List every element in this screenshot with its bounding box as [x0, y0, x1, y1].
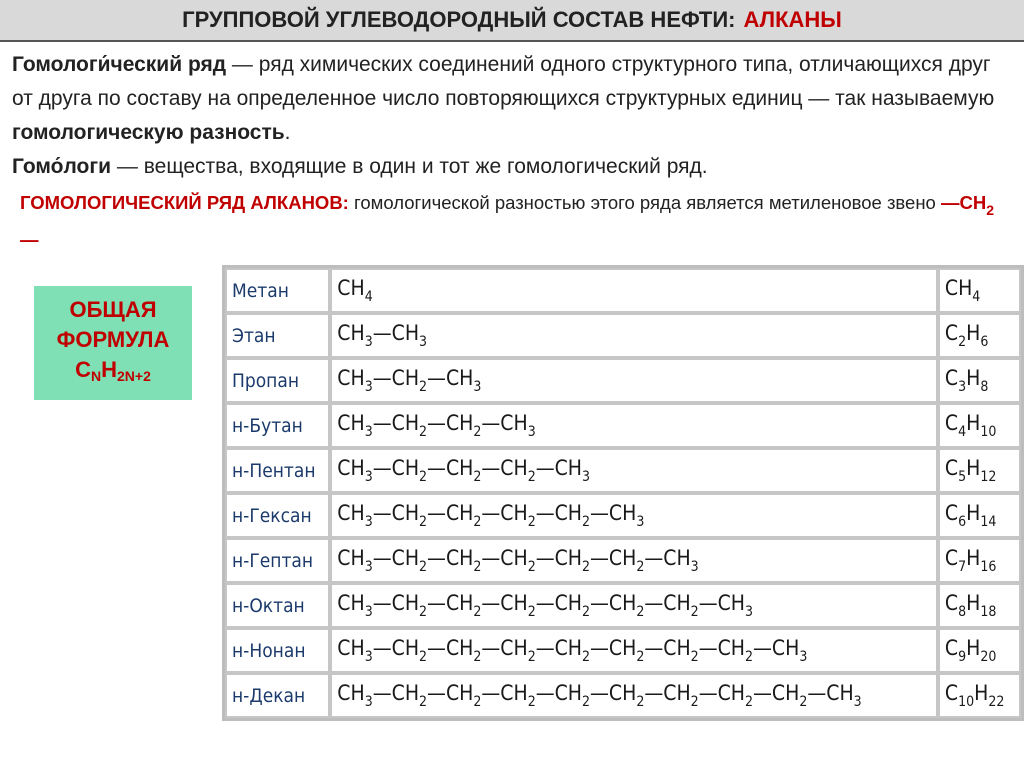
homolog-series-text-1: — ряд химических соединений одного структурного типа, отличающихся друг от друга по составу на определенное число повторяющихся структурных единиц — так называемую: [12, 53, 995, 110]
slide-title: [0, 0, 1024, 42]
alkane-name: Пропан: [225, 358, 330, 403]
alkane-name: н-Пентан: [225, 448, 330, 493]
alkane-series-heading: ГОМОЛОГИЧЕСКИЙ РЯД АЛКАНОВ:: [20, 192, 349, 213]
alkane-structure: $CH_3—CH_2—CH_2—CH_2—CH_2—CH_2—CH_3$: [330, 538, 938, 583]
alkane-formula: $C_9H_{20}$: [938, 628, 1021, 673]
formula-c-sub: N: [91, 368, 102, 384]
methylene-unit-main: —CH: [941, 192, 987, 213]
alkane-row: [225, 673, 1021, 718]
alkane-structure: $CH_3—CH_2—CH_2—CH_2—CH_3$: [330, 448, 938, 493]
alkane-formula: $C_7H_{16}$: [938, 538, 1021, 583]
definitions-block: [12, 48, 1012, 184]
alkane-row: [225, 493, 1021, 538]
homolog-series-term: Гомологи́ческий ряд: [12, 53, 227, 76]
formula-c: C: [75, 357, 91, 382]
alkane-formula: $C_{10}H_{22}$: [938, 673, 1021, 718]
homolog-diff-term: гомологическую разность: [12, 121, 285, 144]
alkane-name: н-Нонан: [225, 628, 330, 673]
methylene-unit-sub: 2: [986, 202, 995, 218]
formula-box-line2: ФОРМУЛА: [56, 327, 170, 352]
general-formula: [75, 355, 151, 391]
alkane-row: [225, 538, 1021, 583]
alkane-structure: $CH_3—CH_2—CH_2—CH_2—CH_2—CH_2—CH_2—CH_2—CH_2—CH_3$: [330, 673, 938, 718]
alkane-series-note: [20, 188, 1010, 255]
alkane-structure: $CH_3—CH_2—CH_2—CH_2—CH_2—CH_2—CH_2—CH_3$: [330, 583, 938, 628]
alkane-formula: $C_3H_8$: [938, 358, 1021, 403]
alkane-series-text: гомологической разностью этого ряда является метиленовое звено: [348, 192, 941, 213]
alkane-row: [225, 583, 1021, 628]
alkane-name: н-Декан: [225, 673, 330, 718]
alkane-name: н-Октан: [225, 583, 330, 628]
alkanes-table-body: [225, 268, 1021, 718]
formula-box-line1: ОБЩАЯ: [69, 297, 157, 322]
alkane-row: [225, 403, 1021, 448]
title-main: ГРУППОВОЙ УГЛЕВОДОРОДНЫЙ СОСТАВ НЕФТИ:: [182, 7, 736, 32]
alkane-formula: $C_2H_6$: [938, 313, 1021, 358]
alkanes-table: [222, 265, 1024, 721]
alkane-formula: $C_4H_{10}$: [938, 403, 1021, 448]
alkane-structure: $CH_3—CH_2—CH_2—CH_3$: [330, 403, 938, 448]
alkane-name: Метан: [225, 268, 330, 313]
methylene-unit-end: —: [20, 229, 39, 250]
alkane-formula: $C_5H_{12}$: [938, 448, 1021, 493]
alkane-row: [225, 358, 1021, 403]
alkane-row: [225, 313, 1021, 358]
alkane-formula: $C_6H_{14}$: [938, 493, 1021, 538]
alkane-name: н-Гексан: [225, 493, 330, 538]
formula-h: H: [101, 357, 118, 382]
general-formula-box: [34, 286, 192, 400]
alkane-structure: $CH_3—CH_3$: [330, 313, 938, 358]
alkane-row: [225, 628, 1021, 673]
alkane-structure: $CH_3—CH_2—CH_2—CH_2—CH_2—CH_3$: [330, 493, 938, 538]
title-accent: АЛКАНЫ: [743, 7, 842, 32]
alkane-structure: $CH_3—CH_2—CH_3$: [330, 358, 938, 403]
formula-h-sub: 2N+2: [117, 368, 151, 384]
alkane-formula: $C_8H_{18}$: [938, 583, 1021, 628]
alkane-row: [225, 448, 1021, 493]
alkane-row: [225, 268, 1021, 313]
alkane-name: Этан: [225, 313, 330, 358]
alkane-name: н-Гептан: [225, 538, 330, 583]
alkane-structure: $CH_4$: [330, 268, 938, 313]
alkane-name: н-Бутан: [225, 403, 330, 448]
alkane-formula: $CH_4$: [938, 268, 1021, 313]
homologs-text: — вещества, входящие в один и тот же гомологический ряд.: [111, 155, 708, 178]
alkane-structure: $CH_3—CH_2—CH_2—CH_2—CH_2—CH_2—CH_2—CH_2—CH_3$: [330, 628, 938, 673]
homolog-series-text-2: .: [284, 121, 291, 144]
homologs-term: Гомо́логи: [12, 155, 112, 178]
